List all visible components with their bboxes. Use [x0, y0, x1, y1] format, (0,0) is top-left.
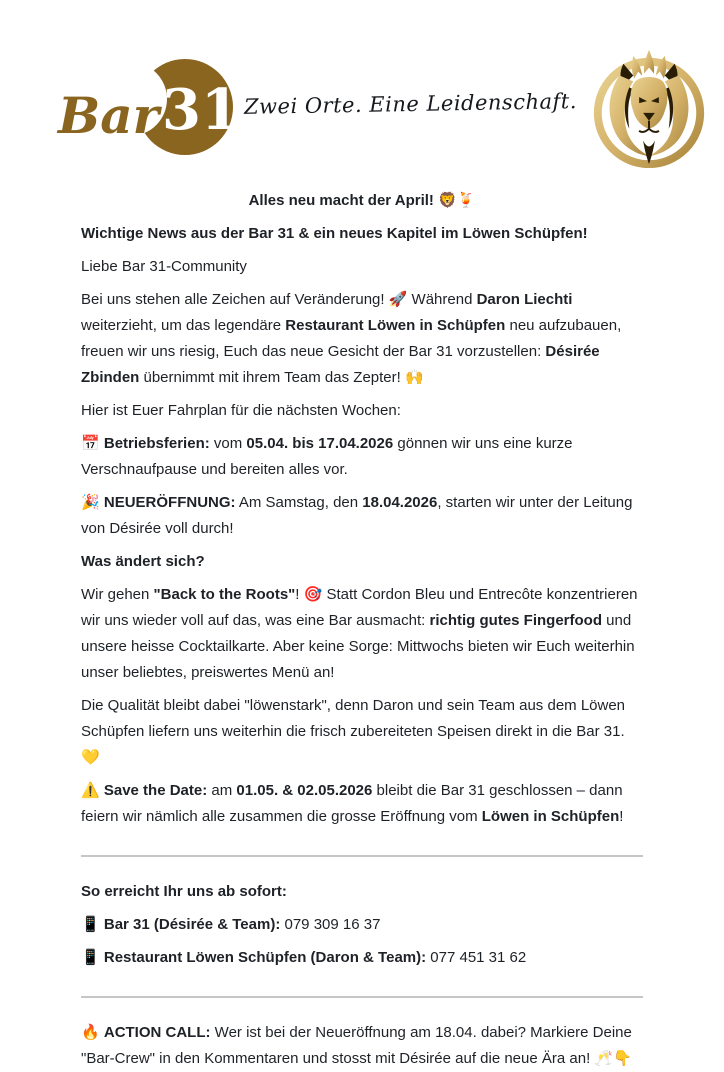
header — [0, 0, 724, 178]
divider-bottom — [81, 996, 643, 998]
greeting: Liebe Bar 31-Community — [81, 258, 247, 275]
bar31-logo-word: Bar — [58, 86, 160, 145]
paragraph-action-call: 🔥 ACTION CALL: Wer ist bei der Neueröffnung am 18.04. dabei? Markiere Deine "Bar-Crew" in den Kommentaren und stosst mit Désirée auf die neue Ära an! 🥂👇 — [81, 1024, 632, 1067]
page-title: Alles neu macht der April! 🦁🍹 — [248, 192, 476, 209]
paragraph-qualitaet: Die Qualität bleibt dabei "löwenstark", denn Daron und sein Team aus dem Löwen Schüpfen liefern uns weiterhin die frisch zubereiteten Speisen direkt in die Bar 31. 💛 — [81, 697, 626, 766]
phone-bar31: 📱 Bar 31 (Désirée & Team): 079 309 16 37 — [81, 916, 381, 933]
paragraph-save-date: ⚠️ Save the Date: am 01.05. & 02.05.2026 bleibt die Bar 31 geschlossen – dann feiern wir nämlich alle zusammen die grosse Eröffnung vom Löwen in Schüpfen! — [81, 782, 624, 825]
paragraph-neueroeffnung: 🎉 NEUERÖFFNUNG: Am Samstag, den 18.04.2026, starten wir unter der Leitung von Désirée voll durch! — [81, 494, 633, 537]
bar31-logo-graphic — [56, 47, 240, 169]
lion-logo — [587, 44, 711, 172]
bar31-logo — [56, 47, 240, 169]
section-heading-was-aendert: Was ändert sich? — [81, 553, 205, 570]
paragraph-fahrplan-intro: Hier ist Euer Fahrplan für die nächsten Wochen: — [81, 402, 401, 419]
paragraph-betriebsferien: 📅 Betriebsferien: vom 05.04. bis 17.04.2026 gönnen wir uns eine kurze Verschnaufpause und bereiten alles vor. — [81, 435, 573, 478]
paragraph-roots: Wir gehen "Back to the Roots"! 🎯 Statt Cordon Bleu und Entrecôte konzentrieren wir uns wieder voll auf das, was eine Bar ausmacht: richtig gutes Fingerfood und unsere heisse Cocktailkarte. Aber keine Sorge: Mittwochs bieten wir Euch weiterhin unser beliebtes, preiswertes Menü an! — [81, 586, 638, 681]
lion-logo-graphic — [587, 44, 711, 172]
bar31-logo-number: 31 — [162, 77, 240, 143]
tagline: Zwei Orte. Eine Leidenschaft. — [243, 89, 578, 119]
phone-loewen: 📱 Restaurant Löwen Schüpfen (Daron & Team): 077 451 31 62 — [81, 949, 527, 966]
news-headline: Wichtige News aus der Bar 31 & ein neues Kapitel im Löwen Schüpfen! — [81, 225, 588, 242]
lion-mane-top — [644, 50, 654, 74]
paragraph-intro: Bei uns stehen alle Zeichen auf Veränderung! 🚀 Während Daron Liechti weiterzieht, um das legendäre Restaurant Löwen in Schüpfen neu aufzubauen, freuen wir uns riesig, Euch das neue Gesicht der Bar 31 vorzustellen: Désirée Zbinden übernimmt mit ihrem Team das Zepter! 🙌 — [81, 291, 622, 386]
divider-top — [81, 855, 643, 857]
contact-header: So erreicht Ihr uns ab sofort: — [81, 883, 287, 900]
newsletter-body — [0, 178, 724, 1072]
